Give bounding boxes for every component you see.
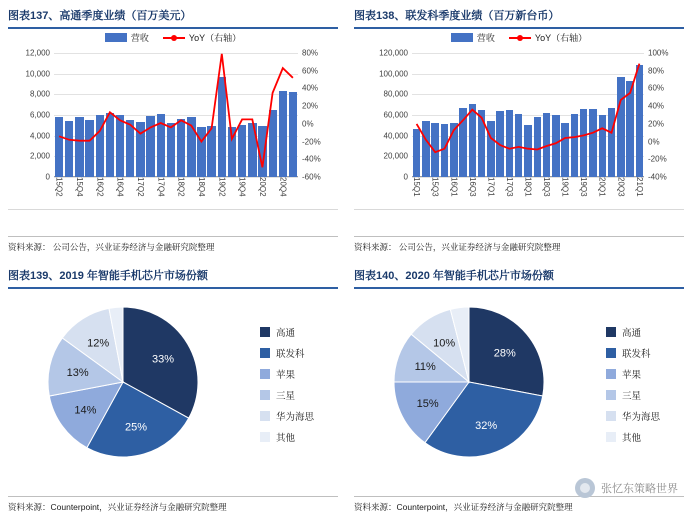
x-axis-tick-label: 16Q3 [467,177,477,197]
y2-axis-tick-label: 40% [302,83,319,93]
y2-axis-tick-label: 20% [648,119,665,129]
legend-label-revenue: 营收 [130,33,149,43]
figure-138-plot-area [379,48,669,197]
legend-label-yoy: YoY（右轴） [534,33,588,43]
y-axis-tick-label: 120,000 [379,48,408,58]
legend-item-yoy [163,31,241,44]
legend-label: 苹果 [621,370,641,381]
figure-140-source: 资料来源：Counterpoint，兴业证券经济与金融研究院整理 [354,496,684,513]
figure-137-plot-area [25,48,321,197]
legend-color-swatch [260,369,270,379]
legend-item [606,367,660,381]
figure-140-legend [606,325,660,444]
y-axis-tick-label: 20,000 [383,151,408,161]
y2-axis-tick-label: 60% [648,83,665,93]
y-axis-tick-label: 2,000 [29,151,50,161]
pie-slice-label: 32% [475,420,498,433]
figure-138-titlebar [354,6,684,29]
x-axis-labels [412,177,644,221]
x-axis-tick-label: 18Q4 [196,177,206,197]
pie-slice-label: 28% [493,347,516,360]
y2-axis-tick-label: 60% [302,66,319,76]
legend-color-swatch [606,369,616,379]
figure-138-legend [354,31,684,44]
pie-slice-label: 13% [66,366,89,379]
legend-item-yoy [509,31,587,44]
legend-bar-swatch [105,33,127,42]
y-axis-tick-label: 60,000 [383,110,408,120]
x-axis-tick-label: 17Q3 [504,177,514,197]
y2-axis-tick-label: 80% [648,66,665,76]
pie-slice-label: 10% [433,337,456,350]
legend-color-swatch [606,432,616,442]
legend-item [606,346,660,360]
pie-slice-label: 15% [416,398,439,411]
legend-color-swatch [260,390,270,400]
x-axis-tick-label: 20Q3 [616,177,626,197]
x-axis-labels [54,177,298,221]
legend-label: 联发科 [275,349,305,360]
legend-item-revenue [451,31,495,44]
x-axis-tick-label: 15Q1 [412,177,422,197]
x-axis-tick-label: 18Q3 [542,177,552,197]
figure-138-source: 资料来源： 公司公告，兴业证券经济与金融研究院整理 [354,236,684,253]
y-axis-tick-label: 10,000 [25,69,50,79]
legend-color-swatch [606,411,616,421]
yoy-line-series [412,53,644,177]
x-axis-tick-label: 21Q1 [634,177,644,197]
y2-axis-tick-label: -20% [648,154,667,164]
y-axis-tick-label: 40,000 [383,131,408,141]
x-axis-tick-label: 19Q1 [560,177,570,197]
x-axis-tick-label: 17Q4 [156,177,166,197]
legend-color-swatch [606,327,616,337]
y-axis-tick-label: 4,000 [29,131,50,141]
x-axis-tick-label: 20Q1 [597,177,607,197]
legend-color-swatch [260,348,270,358]
legend-color-swatch [606,348,616,358]
pie-slice-label: 33% [151,353,175,366]
legend-color-swatch [260,432,270,442]
x-axis-tick-label: 16Q4 [115,177,125,197]
panel-figure-139 [0,260,346,520]
x-axis-tick-label: 15Q3 [430,177,440,197]
y2-axis-tick-label: 40% [648,101,665,111]
x-axis-tick-label: 15Q4 [74,177,84,197]
y2-axis-tick-label: -40% [302,154,321,164]
legend-item [260,346,314,360]
legend-color-swatch [260,411,270,421]
watermark-logo-icon [575,478,595,498]
y2-axis-tick-label: 0% [302,119,314,129]
legend-label: 其他 [621,433,641,444]
x-axis-tick-label: 16Q2 [95,177,105,197]
y2-axis-tick-label: -20% [302,137,321,147]
y2-axis-tick-label: -40% [648,172,667,182]
pie-slice-label: 11% [414,361,436,374]
figure-137-title: 图表137、高通季度业绩（百万美元） [8,10,192,22]
legend-label: 华为海思 [275,412,314,423]
y-axis-tick-label: 8,000 [29,89,50,99]
y-axis-tick-label: 80,000 [383,89,408,99]
legend-color-swatch [260,327,270,337]
legend-item [606,409,660,423]
legend-item [260,367,314,381]
pie-chart [8,293,238,478]
legend-item [260,430,314,444]
panel-figure-137 [0,0,346,260]
yoy-line-series [54,53,298,177]
panel-figure-140 [346,260,692,520]
figure-137-source: 资料来源： 公司公告，兴业证券经济与金融研究院整理 [8,236,338,253]
x-axis-tick-label: 18Q2 [176,177,186,197]
figure-140-titlebar [354,266,684,289]
y2-axis-tick-label: 100% [648,48,669,58]
legend-label: 其他 [275,433,295,444]
legend-color-swatch [606,390,616,400]
x-axis-tick-label: 17Q1 [486,177,496,197]
figure-139-chart [8,291,338,481]
legend-label: 高通 [275,328,295,339]
panel-figure-138 [346,0,692,260]
figure-137-chart [8,31,338,210]
legend-label: 三星 [621,391,641,402]
y2-axis-tick-label: 0% [648,137,660,147]
x-axis-tick-label: 17Q2 [135,177,145,197]
y2-axis-tick-label: 80% [302,48,319,58]
watermark [575,478,678,498]
legend-label: 高通 [621,328,641,339]
figure-138-title: 图表138、联发科季度业绩（百万新台币） [354,10,560,22]
legend-label: 华为海思 [621,412,660,423]
legend-item [260,409,314,423]
x-axis-tick-label: 16Q1 [449,177,459,197]
pie-slice-label: 14% [74,404,97,417]
figure-139-source: 资料来源：Counterpoint，兴业证券经济与金融研究院整理 [8,496,338,513]
figure-139-title: 图表139、2019 年智能手机芯片市场份额 [8,270,208,282]
pie-slice-label: 12% [87,337,110,350]
figure-140-title: 图表140、2020 年智能手机芯片市场份额 [354,270,554,282]
y-axis-tick-label: 0 [45,172,50,182]
x-axis-tick-label: 18Q1 [523,177,533,197]
legend-item [606,430,660,444]
figure-137-titlebar [8,6,338,29]
x-axis-tick-label: 20Q2 [257,177,267,197]
legend-label: 苹果 [275,370,295,381]
x-axis-tick-label: 19Q2 [217,177,227,197]
legend-item [606,388,660,402]
legend-label-revenue: 营收 [476,33,495,43]
legend-label-yoy: YoY（右轴） [188,33,242,43]
figure-137-legend [8,31,338,44]
x-axis-tick-label: 15Q2 [54,177,64,197]
legend-line-swatch [509,37,531,39]
legend-line-swatch [163,37,185,39]
y2-axis-tick-label: 20% [302,101,319,111]
y-axis-tick-label: 12,000 [25,48,50,58]
y-axis-tick-label: 6,000 [29,110,50,120]
pie-chart [354,293,584,478]
legend-bar-swatch [451,33,473,42]
legend-item [260,325,314,339]
legend-label: 联发科 [621,349,651,360]
legend-label: 三星 [275,391,295,402]
y2-axis-tick-label: -60% [302,172,321,182]
legend-item-revenue [105,31,149,44]
x-axis-tick-label: 19Q3 [579,177,589,197]
figure-139-titlebar [8,266,338,289]
y-axis-tick-label: 100,000 [379,69,408,79]
watermark-text: 张忆东策略世界 [601,483,678,495]
x-axis-tick-label: 19Q4 [237,177,247,197]
legend-item [260,388,314,402]
x-axis-tick-label: 20Q4 [278,177,288,197]
legend-item [606,325,660,339]
figure-138-chart [354,31,684,210]
pie-slice-label: 25% [124,421,148,434]
y-axis-tick-label: 0 [403,172,408,182]
figure-140-chart [354,291,684,481]
figure-139-legend [260,325,314,444]
